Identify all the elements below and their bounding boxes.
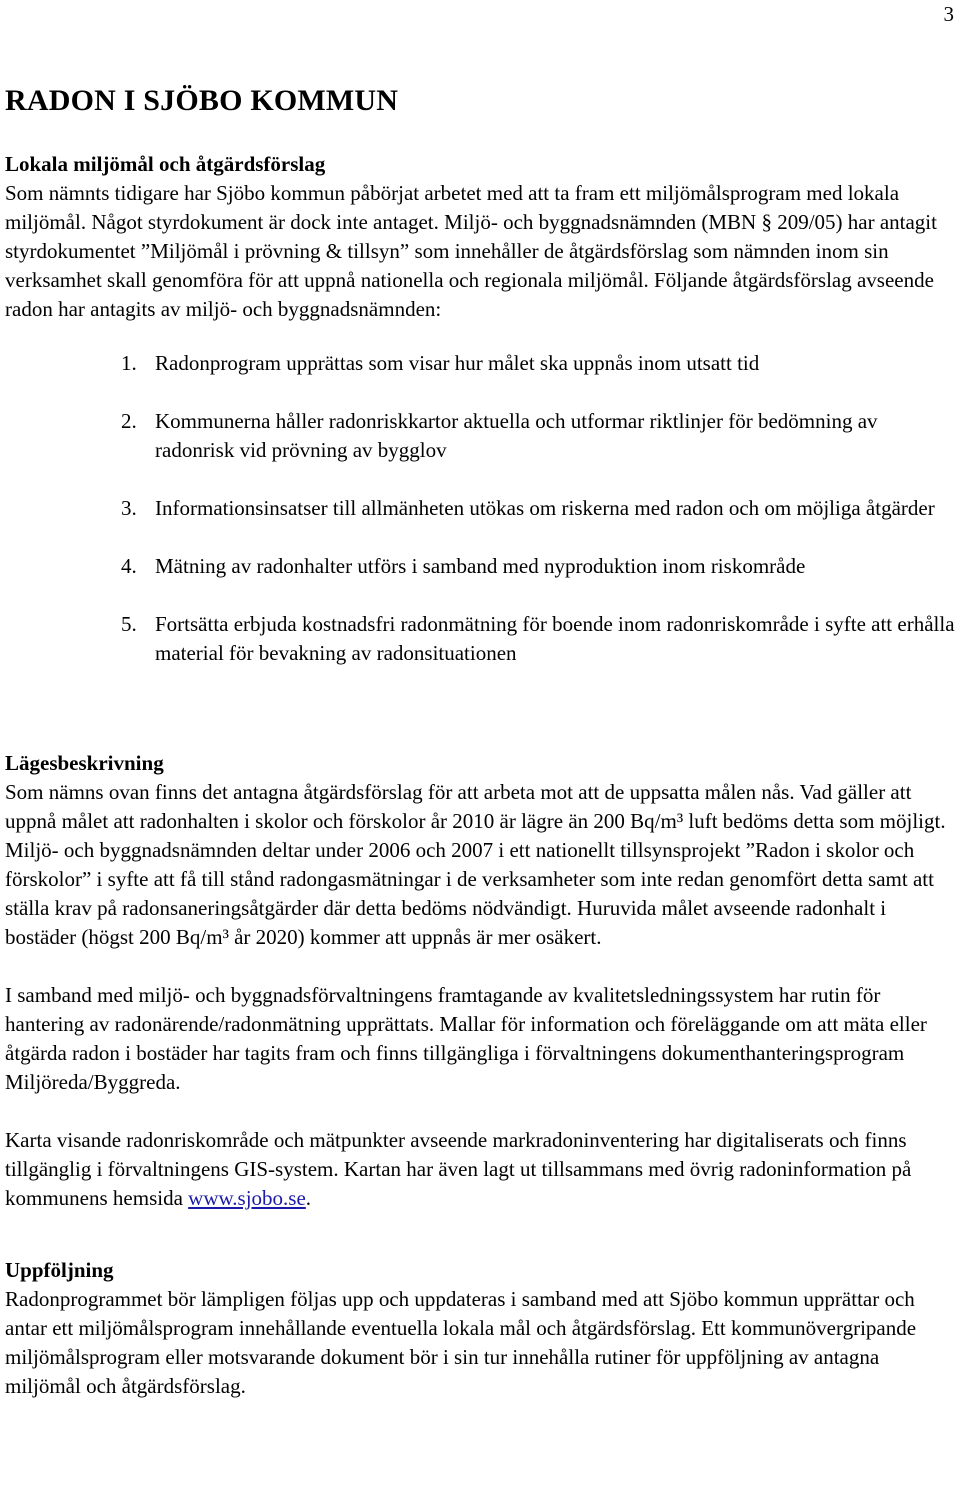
list-item-text: Mätning av radonhalter utförs i samband med nyproduktion inom riskområde (155, 554, 806, 578)
list-item-text: Fortsätta erbjuda kostnadsfri radonmätning för boende inom radonriskområde i syfte att erhålla material för bevakning av radonsituationen (155, 612, 955, 665)
document-title: RADON I SJÖBO KOMMUN (5, 84, 399, 117)
website-link[interactable]: www.sjobo.se (188, 1186, 306, 1210)
measures-list (5, 349, 960, 668)
list-item (121, 494, 960, 523)
list-item-number: 5. (121, 612, 137, 636)
section-follow-up (5, 1256, 960, 1401)
status-paragraph-3-end: . (305, 1186, 312, 1210)
list-item-number: 2. (121, 409, 137, 433)
list-item (121, 407, 960, 465)
list-item-text: Informationsinsatser till allmänheten utökas om riskerna med radon och om möjliga åtgärder (155, 496, 935, 520)
section-heading-status: Lägesbeskrivning (5, 751, 164, 775)
document-body (5, 82, 960, 1401)
list-item (121, 610, 960, 668)
section-heading-follow-up: Uppföljning (5, 1258, 114, 1282)
status-paragraph-3-text: Karta visande radonriskområde och mätpunkter avseende markradoninventering har digitaliserats och finns tillgänglig i förvaltningens GIS-system. Kartan har även lagt ut tillsammans med övrig radoninformation på kommunens hemsida (5, 1128, 912, 1210)
status-paragraph-3 (5, 1126, 960, 1213)
list-item (121, 552, 960, 581)
section-heading-local-goals: Lokala miljömål och åtgärdsförslag (5, 152, 326, 176)
list-item (121, 349, 960, 378)
list-item-number: 4. (121, 554, 137, 578)
list-item-text: Radonprogram upprättas som visar hur målet ska uppnås inom utsatt tid (155, 351, 760, 375)
section-intro-paragraph: Som nämnts tidigare har Sjöbo kommun påbörjat arbetet med att ta fram ett miljömålsprogram med lokala miljömål. Något styrdokument är dock inte antaget. Miljö- och byggnadsnämnden (MBN § 209/05) har antagit styrdokumentet ”Miljömål i prövning & tillsyn” som innehåller de åtgärdsförslag som nämnden inom sin verksamhet skall genomföra för att uppnå nationella och regionala miljömål. Följande åtgärdsförslag avseende radon har antagits av miljö- och byggnadsnämnden: (5, 181, 937, 321)
follow-up-paragraph: Radonprogrammet bör lämpligen följas upp och uppdateras i samband med att Sjöbo kommun upprättar och antar ett miljömålsprogram innehållande eventuella lokala mål och åtgärdsförslag. Ett kommunövergripande miljömålsprogram eller motsvarande dokument bör i sin tur innehålla rutiner för uppföljning av antagna miljömål och åtgärdsförslag. (5, 1287, 917, 1398)
status-paragraph-2: I samband med miljö- och byggnadsförvaltningens framtagande av kvalitetsledningssystem har rutin för hantering av radonärende/radonmätning upprättats. Mallar för information och föreläggande om att mäta eller åtgärda radon i bostäder har tagits fram och finns tillgängliga i förvaltningens dokumenthanteringsprogram Miljöreda/Byggreda. (5, 983, 927, 1094)
page-number: 3 (943, 2, 954, 26)
section-local-goals (5, 150, 960, 668)
status-paragraph-1: Som nämns ovan finns det antagna åtgärdsförslag för att arbeta mot att de uppsatta målen nås. Vad gäller att uppnå målet att radonhalten i skolor och förskolor år 2010 är lägre än 200 Bq/m³ luft bedöms detta som möjligt. Miljö- och byggnadsnämnden deltar under 2006 och 2007 i ett nationellt tillsynsprojekt ”Radon i skolor och förskolor” i syfte att få till stånd radongasmätningar i de verksamheter som inte redan genomfört detta samt att ställa krav på radonsaneringsåtgärder där detta bedöms nödvändigt. Huruvida målet avseende radonhalt i bostäder (högst 200 Bq/m³ år 2020) kommer att uppnås är mer osäkert. (5, 780, 946, 949)
section-status (5, 749, 960, 1213)
list-item-text: Kommunerna håller radonriskkartor aktuella och utformar riktlinjer för bedömning av radonrisk vid prövning av bygglov (155, 409, 878, 462)
list-item-number: 3. (121, 496, 137, 520)
list-item-number: 1. (121, 351, 137, 375)
